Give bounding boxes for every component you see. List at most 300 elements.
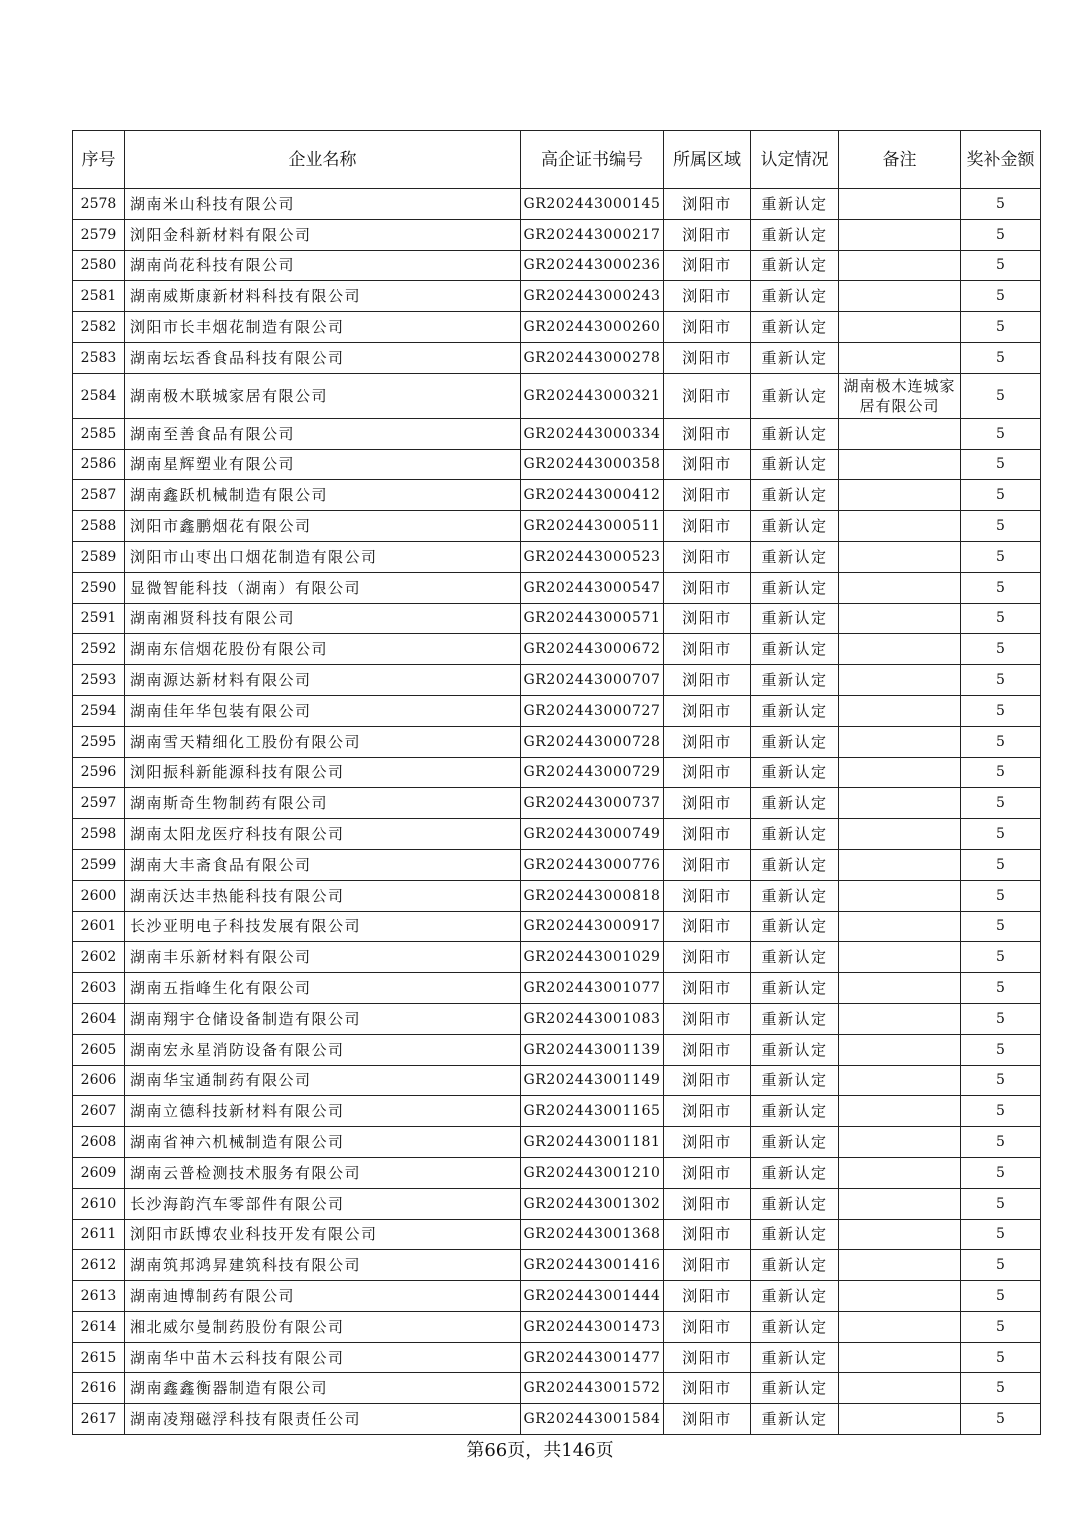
certificate-no-cell: GR202443001181 <box>521 1127 664 1158</box>
certification-status-cell: 重新认定 <box>751 665 839 696</box>
region-cell: 浏阳市 <box>664 541 751 572</box>
certification-status-cell: 重新认定 <box>751 634 839 665</box>
company-name-cell: 湖南东信烟花股份有限公司 <box>125 634 521 665</box>
company-name-cell: 湖南筑邦鸿昇建筑科技有限公司 <box>125 1250 521 1281</box>
certificate-no-cell: GR202443000917 <box>521 911 664 942</box>
company-name-cell: 湖南沃达丰热能科技有限公司 <box>125 880 521 911</box>
certification-status-cell: 重新认定 <box>751 819 839 850</box>
region-cell: 浏阳市 <box>664 342 751 373</box>
header-certification-status: 认定情况 <box>751 131 839 189</box>
region-cell: 浏阳市 <box>664 726 751 757</box>
serial-no-cell: 2594 <box>73 695 125 726</box>
certificate-no-cell: GR202443001572 <box>521 1373 664 1404</box>
certificate-no-cell: GR202443000728 <box>521 726 664 757</box>
serial-no-cell: 2587 <box>73 480 125 511</box>
company-name-cell: 湖南湘贤科技有限公司 <box>125 603 521 634</box>
table-row <box>73 973 1041 1004</box>
certification-status-cell: 重新认定 <box>751 418 839 449</box>
company-name-cell: 浏阳金科新材料有限公司 <box>125 219 521 250</box>
company-name-cell: 湖南迪博制药有限公司 <box>125 1281 521 1312</box>
region-cell: 浏阳市 <box>664 849 751 880</box>
table-row <box>73 1281 1041 1312</box>
certification-status-cell: 重新认定 <box>751 788 839 819</box>
company-name-cell: 湖南星辉塑业有限公司 <box>125 449 521 480</box>
region-cell: 浏阳市 <box>664 511 751 542</box>
company-name-cell: 湖南丰乐新材料有限公司 <box>125 942 521 973</box>
remarks-cell <box>839 1342 961 1373</box>
award-amount-cell: 5 <box>961 695 1041 726</box>
remarks-cell <box>839 757 961 788</box>
company-name-cell: 浏阳振科新能源科技有限公司 <box>125 757 521 788</box>
serial-no-cell: 2597 <box>73 788 125 819</box>
region-cell: 浏阳市 <box>664 572 751 603</box>
header-company-name: 企业名称 <box>125 131 521 189</box>
remarks-cell <box>839 342 961 373</box>
award-amount-cell: 5 <box>961 373 1041 418</box>
certificate-no-cell: GR202443000412 <box>521 480 664 511</box>
serial-no-cell: 2614 <box>73 1311 125 1342</box>
certification-status-cell: 重新认定 <box>751 603 839 634</box>
region-cell: 浏阳市 <box>664 1311 751 1342</box>
table-row <box>73 603 1041 634</box>
certification-status-cell: 重新认定 <box>751 572 839 603</box>
region-cell: 浏阳市 <box>664 1373 751 1404</box>
table-row <box>73 511 1041 542</box>
serial-no-cell: 2580 <box>73 250 125 281</box>
company-name-cell: 浏阳市跃博农业科技开发有限公司 <box>125 1219 521 1250</box>
award-amount-cell: 5 <box>961 219 1041 250</box>
award-amount-cell: 5 <box>961 449 1041 480</box>
award-amount-cell: 5 <box>961 1003 1041 1034</box>
company-name-cell: 湖南华中苗木云科技有限公司 <box>125 1342 521 1373</box>
table-row <box>73 1404 1041 1435</box>
award-amount-cell: 5 <box>961 849 1041 880</box>
certification-status-cell: 重新认定 <box>751 1065 839 1096</box>
serial-no-cell: 2593 <box>73 665 125 696</box>
company-name-cell: 湖南太阳龙医疗科技有限公司 <box>125 819 521 850</box>
certification-status-cell: 重新认定 <box>751 973 839 1004</box>
award-amount-cell: 5 <box>961 1373 1041 1404</box>
award-amount-cell: 5 <box>961 480 1041 511</box>
certificate-no-cell: GR202443000672 <box>521 634 664 665</box>
serial-no-cell: 2592 <box>73 634 125 665</box>
certificate-no-cell: GR202443000278 <box>521 342 664 373</box>
table-row <box>73 342 1041 373</box>
region-cell: 浏阳市 <box>664 1404 751 1435</box>
serial-no-cell: 2616 <box>73 1373 125 1404</box>
certification-status-cell: 重新认定 <box>751 312 839 343</box>
remarks-cell <box>839 541 961 572</box>
remarks-cell <box>839 911 961 942</box>
serial-no-cell: 2606 <box>73 1065 125 1096</box>
region-cell: 浏阳市 <box>664 480 751 511</box>
certification-status-cell: 重新认定 <box>751 1250 839 1281</box>
region-cell: 浏阳市 <box>664 418 751 449</box>
table-row <box>73 1342 1041 1373</box>
certificate-no-cell: GR202443001473 <box>521 1311 664 1342</box>
remarks-cell <box>839 281 961 312</box>
region-cell: 浏阳市 <box>664 665 751 696</box>
remarks-cell <box>839 973 961 1004</box>
company-name-cell: 湖南翔宇仓储设备制造有限公司 <box>125 1003 521 1034</box>
table-row <box>73 911 1041 942</box>
remarks-cell <box>839 250 961 281</box>
remarks-cell <box>839 418 961 449</box>
company-name-cell: 湖南省神六机械制造有限公司 <box>125 1127 521 1158</box>
remarks-cell <box>839 1281 961 1312</box>
certificate-no-cell: GR202443001416 <box>521 1250 664 1281</box>
company-name-cell: 湖南至善食品有限公司 <box>125 418 521 449</box>
certificate-no-cell: GR202443000749 <box>521 819 664 850</box>
serial-no-cell: 2600 <box>73 880 125 911</box>
certification-status-cell: 重新认定 <box>751 250 839 281</box>
remarks-cell <box>839 1065 961 1096</box>
table-row <box>73 788 1041 819</box>
table-row <box>73 1219 1041 1250</box>
award-amount-cell: 5 <box>961 1096 1041 1127</box>
certificate-no-cell: GR202443001139 <box>521 1034 664 1065</box>
company-name-cell: 湖南米山科技有限公司 <box>125 189 521 220</box>
company-name-cell: 湖南大丰斋食品有限公司 <box>125 849 521 880</box>
certificate-no-cell: GR202443000243 <box>521 281 664 312</box>
company-name-cell: 湖南极木联城家居有限公司 <box>125 373 521 418</box>
award-amount-cell: 5 <box>961 250 1041 281</box>
region-cell: 浏阳市 <box>664 1188 751 1219</box>
company-name-cell: 湖南鑫鑫衡器制造有限公司 <box>125 1373 521 1404</box>
certification-status-cell: 重新认定 <box>751 373 839 418</box>
certificate-no-cell: GR202443000260 <box>521 312 664 343</box>
remarks-cell <box>839 1127 961 1158</box>
certification-status-cell: 重新认定 <box>751 1003 839 1034</box>
table-row <box>73 695 1041 726</box>
table-row <box>73 541 1041 572</box>
certificate-no-cell: GR202443000321 <box>521 373 664 418</box>
company-name-cell: 长沙亚明电子科技发展有限公司 <box>125 911 521 942</box>
award-amount-cell: 5 <box>961 819 1041 850</box>
remarks-cell: 湖南极木连城家居有限公司 <box>839 373 961 418</box>
award-amount-cell: 5 <box>961 942 1041 973</box>
award-amount-cell: 5 <box>961 342 1041 373</box>
table-row <box>73 1127 1041 1158</box>
award-amount-cell: 5 <box>961 511 1041 542</box>
remarks-cell <box>839 695 961 726</box>
certificate-no-cell: GR202443001368 <box>521 1219 664 1250</box>
serial-no-cell: 2609 <box>73 1157 125 1188</box>
region-cell: 浏阳市 <box>664 312 751 343</box>
certificate-no-cell: GR202443000523 <box>521 541 664 572</box>
region-cell: 浏阳市 <box>664 880 751 911</box>
certification-status-cell: 重新认定 <box>751 511 839 542</box>
region-cell: 浏阳市 <box>664 1065 751 1096</box>
certificate-no-cell: GR202443000511 <box>521 511 664 542</box>
table-row <box>73 312 1041 343</box>
certificate-no-cell: GR202443001210 <box>521 1157 664 1188</box>
serial-no-cell: 2604 <box>73 1003 125 1034</box>
table-row <box>73 219 1041 250</box>
award-amount-cell: 5 <box>961 418 1041 449</box>
serial-no-cell: 2608 <box>73 1127 125 1158</box>
award-amount-cell: 5 <box>961 1311 1041 1342</box>
certificate-no-cell: GR202443000707 <box>521 665 664 696</box>
certification-status-cell: 重新认定 <box>751 1311 839 1342</box>
remarks-cell <box>839 1404 961 1435</box>
serial-no-cell: 2617 <box>73 1404 125 1435</box>
certification-status-cell: 重新认定 <box>751 1342 839 1373</box>
remarks-cell <box>839 819 961 850</box>
award-amount-cell: 5 <box>961 281 1041 312</box>
region-cell: 浏阳市 <box>664 942 751 973</box>
award-amount-cell: 5 <box>961 634 1041 665</box>
award-amount-cell: 5 <box>961 665 1041 696</box>
serial-no-cell: 2602 <box>73 942 125 973</box>
certificate-no-cell: GR202443001444 <box>521 1281 664 1312</box>
table-row <box>73 281 1041 312</box>
company-name-cell: 浏阳市鑫鹏烟花有限公司 <box>125 511 521 542</box>
certification-status-cell: 重新认定 <box>751 1404 839 1435</box>
company-name-cell: 湖南云普检测技术服务有限公司 <box>125 1157 521 1188</box>
award-amount-cell: 5 <box>961 1404 1041 1435</box>
certification-status-cell: 重新认定 <box>751 726 839 757</box>
region-cell: 浏阳市 <box>664 788 751 819</box>
remarks-cell <box>839 849 961 880</box>
table-row <box>73 449 1041 480</box>
award-amount-cell: 5 <box>961 757 1041 788</box>
remarks-cell <box>839 726 961 757</box>
certificate-no-cell: GR202443001584 <box>521 1404 664 1435</box>
table-row <box>73 757 1041 788</box>
certificate-no-cell: GR202443000737 <box>521 788 664 819</box>
serial-no-cell: 2615 <box>73 1342 125 1373</box>
region-cell: 浏阳市 <box>664 1096 751 1127</box>
serial-no-cell: 2578 <box>73 189 125 220</box>
region-cell: 浏阳市 <box>664 1219 751 1250</box>
certification-status-cell: 重新认定 <box>751 695 839 726</box>
table-row <box>73 1003 1041 1034</box>
serial-no-cell: 2598 <box>73 819 125 850</box>
serial-no-cell: 2585 <box>73 418 125 449</box>
region-cell: 浏阳市 <box>664 1127 751 1158</box>
region-cell: 浏阳市 <box>664 1281 751 1312</box>
remarks-cell <box>839 1250 961 1281</box>
remarks-cell <box>839 1311 961 1342</box>
award-amount-cell: 5 <box>961 312 1041 343</box>
region-cell: 浏阳市 <box>664 695 751 726</box>
award-amount-cell: 5 <box>961 603 1041 634</box>
certificate-no-cell: GR202443001165 <box>521 1096 664 1127</box>
certification-status-cell: 重新认定 <box>751 1034 839 1065</box>
certificate-no-cell: GR202443000217 <box>521 219 664 250</box>
table-row <box>73 373 1041 418</box>
award-amount-cell: 5 <box>961 1342 1041 1373</box>
certification-status-cell: 重新认定 <box>751 849 839 880</box>
serial-no-cell: 2589 <box>73 541 125 572</box>
table-row <box>73 819 1041 850</box>
certification-status-cell: 重新认定 <box>751 449 839 480</box>
serial-no-cell: 2613 <box>73 1281 125 1312</box>
serial-no-cell: 2596 <box>73 757 125 788</box>
company-name-cell: 湖南雪天精细化工股份有限公司 <box>125 726 521 757</box>
award-amount-cell: 5 <box>961 1250 1041 1281</box>
company-name-cell: 湖南坛坛香食品科技有限公司 <box>125 342 521 373</box>
table-row <box>73 942 1041 973</box>
serial-no-cell: 2603 <box>73 973 125 1004</box>
award-amount-cell: 5 <box>961 973 1041 1004</box>
serial-no-cell: 2599 <box>73 849 125 880</box>
region-cell: 浏阳市 <box>664 281 751 312</box>
certification-status-cell: 重新认定 <box>751 1219 839 1250</box>
table-row <box>73 880 1041 911</box>
award-amount-cell: 5 <box>961 1281 1041 1312</box>
remarks-cell <box>839 634 961 665</box>
table-row <box>73 480 1041 511</box>
remarks-cell <box>839 1034 961 1065</box>
region-cell: 浏阳市 <box>664 1342 751 1373</box>
certificate-no-cell: GR202443000729 <box>521 757 664 788</box>
region-cell: 浏阳市 <box>664 373 751 418</box>
certificate-no-cell: GR202443001302 <box>521 1188 664 1219</box>
award-amount-cell: 5 <box>961 1127 1041 1158</box>
region-cell: 浏阳市 <box>664 911 751 942</box>
region-cell: 浏阳市 <box>664 219 751 250</box>
award-amount-cell: 5 <box>961 189 1041 220</box>
company-name-cell: 浏阳市山枣出口烟花制造有限公司 <box>125 541 521 572</box>
table-row <box>73 1373 1041 1404</box>
table-row <box>73 726 1041 757</box>
table-row <box>73 250 1041 281</box>
certification-status-cell: 重新认定 <box>751 281 839 312</box>
region-cell: 浏阳市 <box>664 603 751 634</box>
certificate-no-cell: GR202443000358 <box>521 449 664 480</box>
certificate-no-cell: GR202443000727 <box>521 695 664 726</box>
certificate-no-cell: GR202443001029 <box>521 942 664 973</box>
company-name-cell: 湖南立德科技新材料有限公司 <box>125 1096 521 1127</box>
serial-no-cell: 2601 <box>73 911 125 942</box>
certificate-no-cell: GR202443001149 <box>521 1065 664 1096</box>
serial-no-cell: 2584 <box>73 373 125 418</box>
remarks-cell <box>839 1188 961 1219</box>
award-amount-cell: 5 <box>961 1065 1041 1096</box>
remarks-cell <box>839 511 961 542</box>
serial-no-cell: 2607 <box>73 1096 125 1127</box>
company-name-cell: 湖南威斯康新材料科技有限公司 <box>125 281 521 312</box>
remarks-cell <box>839 1373 961 1404</box>
certification-status-cell: 重新认定 <box>751 911 839 942</box>
remarks-cell <box>839 449 961 480</box>
company-name-cell: 湖南华宝通制药有限公司 <box>125 1065 521 1096</box>
award-amount-cell: 5 <box>961 880 1041 911</box>
remarks-cell <box>839 1096 961 1127</box>
region-cell: 浏阳市 <box>664 449 751 480</box>
region-cell: 浏阳市 <box>664 1034 751 1065</box>
certification-status-cell: 重新认定 <box>751 1188 839 1219</box>
remarks-cell <box>839 219 961 250</box>
certification-status-cell: 重新认定 <box>751 1373 839 1404</box>
enterprise-table <box>72 130 1041 1435</box>
header-remarks: 备注 <box>839 131 961 189</box>
remarks-cell <box>839 1003 961 1034</box>
serial-no-cell: 2595 <box>73 726 125 757</box>
certificate-no-cell: GR202443000334 <box>521 418 664 449</box>
certification-status-cell: 重新认定 <box>751 757 839 788</box>
region-cell: 浏阳市 <box>664 973 751 1004</box>
certificate-no-cell: GR202443000776 <box>521 849 664 880</box>
table-row <box>73 849 1041 880</box>
certification-status-cell: 重新认定 <box>751 541 839 572</box>
certificate-no-cell: GR202443001477 <box>521 1342 664 1373</box>
table-row <box>73 634 1041 665</box>
award-amount-cell: 5 <box>961 541 1041 572</box>
award-amount-cell: 5 <box>961 1157 1041 1188</box>
award-amount-cell: 5 <box>961 726 1041 757</box>
remarks-cell <box>839 480 961 511</box>
region-cell: 浏阳市 <box>664 1003 751 1034</box>
serial-no-cell: 2582 <box>73 312 125 343</box>
table-header-row <box>73 131 1041 189</box>
remarks-cell <box>839 312 961 343</box>
serial-no-cell: 2610 <box>73 1188 125 1219</box>
region-cell: 浏阳市 <box>664 634 751 665</box>
company-name-cell: 湖南五指峰生化有限公司 <box>125 973 521 1004</box>
header-certificate-no: 高企证书编号 <box>521 131 664 189</box>
certification-status-cell: 重新认定 <box>751 219 839 250</box>
award-amount-cell: 5 <box>961 1219 1041 1250</box>
remarks-cell <box>839 1219 961 1250</box>
certification-status-cell: 重新认定 <box>751 1281 839 1312</box>
remarks-cell <box>839 880 961 911</box>
certification-status-cell: 重新认定 <box>751 1157 839 1188</box>
region-cell: 浏阳市 <box>664 1157 751 1188</box>
header-serial-no: 序号 <box>73 131 125 189</box>
certification-status-cell: 重新认定 <box>751 1127 839 1158</box>
header-award-amount: 奖补金额 <box>961 131 1041 189</box>
serial-no-cell: 2581 <box>73 281 125 312</box>
company-name-cell: 长沙海韵汽车零部件有限公司 <box>125 1188 521 1219</box>
company-name-cell: 湖南斯奇生物制药有限公司 <box>125 788 521 819</box>
serial-no-cell: 2591 <box>73 603 125 634</box>
certification-status-cell: 重新认定 <box>751 189 839 220</box>
award-amount-cell: 5 <box>961 1188 1041 1219</box>
company-name-cell: 湖南宏永星消防设备有限公司 <box>125 1034 521 1065</box>
award-amount-cell: 5 <box>961 1034 1041 1065</box>
serial-no-cell: 2579 <box>73 219 125 250</box>
serial-no-cell: 2612 <box>73 1250 125 1281</box>
company-name-cell: 湖南佳年华包装有限公司 <box>125 695 521 726</box>
certification-status-cell: 重新认定 <box>751 880 839 911</box>
table-row <box>73 1034 1041 1065</box>
certification-status-cell: 重新认定 <box>751 480 839 511</box>
certification-status-cell: 重新认定 <box>751 342 839 373</box>
certification-status-cell: 重新认定 <box>751 942 839 973</box>
table-row <box>73 572 1041 603</box>
certificate-no-cell: GR202443000236 <box>521 250 664 281</box>
company-name-cell: 湖南凌翔磁浮科技有限责任公司 <box>125 1404 521 1435</box>
certificate-no-cell: GR202443000818 <box>521 880 664 911</box>
certificate-no-cell: GR202443001083 <box>521 1003 664 1034</box>
table-row <box>73 1311 1041 1342</box>
serial-no-cell: 2588 <box>73 511 125 542</box>
remarks-cell <box>839 572 961 603</box>
table-row <box>73 665 1041 696</box>
table-row <box>73 1250 1041 1281</box>
table-row <box>73 1096 1041 1127</box>
table-row <box>73 1157 1041 1188</box>
certificate-no-cell: GR202443001077 <box>521 973 664 1004</box>
company-name-cell: 湖南源达新材料有限公司 <box>125 665 521 696</box>
remarks-cell <box>839 189 961 220</box>
certificate-no-cell: GR202443000571 <box>521 603 664 634</box>
remarks-cell <box>839 665 961 696</box>
region-cell: 浏阳市 <box>664 189 751 220</box>
